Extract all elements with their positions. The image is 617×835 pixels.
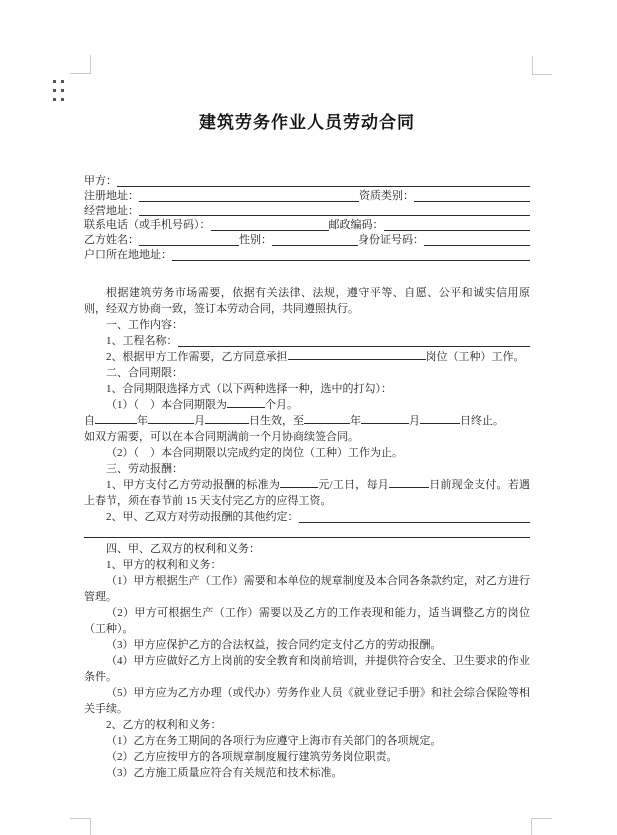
text-segment: 2、乙方的权利和义务： <box>106 718 222 731</box>
text-segment: 1、合同期限选择方式（以下两种选择一种，选中的打勾）： <box>106 382 392 395</box>
blank-field[interactable] <box>211 230 329 231</box>
blank-spacer <box>84 263 530 285</box>
text-segment: （2）甲方可根据生产（工作）需要以及乙方的工作表现和能力，适当调整乙方的岗位（工种）。 <box>84 606 530 635</box>
form-line <box>84 189 530 204</box>
text-segment: 联系电话（或手机号码）： <box>84 219 211 232</box>
text-segment: 2、根据甲方工作需要，乙方同意承担 <box>106 350 288 363</box>
text-segment: （2）乙方应按甲方的各项规章制度履行建筑劳务岗位职责。 <box>106 750 398 763</box>
text-segment: 日终止。 <box>460 414 504 427</box>
drag-handle-icon[interactable] <box>53 80 64 101</box>
text-segment: （1）甲方根据生产（工作）需要和本单位的规章制度及本合同各条款约定，对乙方进行管理。 <box>84 574 530 603</box>
text-segment: 注册地址： <box>84 189 139 202</box>
blank-field[interactable] <box>304 423 350 424</box>
blank-field[interactable] <box>84 537 530 538</box>
blank-field[interactable] <box>227 407 265 408</box>
text-segment: 日生效，至 <box>249 414 304 427</box>
text-segment: 日前现金支付。若遇上春节，须在春节前 15 天支付完乙方的应得工资。 <box>84 478 530 507</box>
text-segment: 1、甲方支付乙方劳动报酬的标准为 <box>106 478 281 491</box>
clause-paragraph <box>84 445 530 461</box>
clause-paragraph <box>84 637 530 653</box>
clause-paragraph <box>84 685 530 717</box>
clause-line <box>84 509 530 525</box>
text-segment: （3）甲方应保护乙方的合法权益，按合同约定支付乙方的劳动报酬。 <box>106 638 442 651</box>
blank-field[interactable] <box>361 423 409 424</box>
blank-field[interactable] <box>389 487 429 488</box>
text-segment: 经营地址： <box>84 204 139 217</box>
form-line <box>84 248 530 263</box>
text-segment: 四、甲、乙双方的权利和义务： <box>106 542 260 555</box>
clause-paragraph <box>84 653 530 685</box>
clause-paragraph <box>84 557 530 573</box>
clause-paragraph <box>84 717 530 733</box>
clause-paragraph <box>84 477 530 509</box>
contract-document[interactable] <box>84 108 530 781</box>
blank-field[interactable] <box>148 423 194 424</box>
text-segment: （3）乙方施工质量应符合有关规范和技术标准。 <box>106 766 343 779</box>
blank-field[interactable] <box>299 522 531 523</box>
blank-field[interactable] <box>288 359 426 360</box>
text-segment: 元/工日，每月 <box>318 478 389 491</box>
clause-paragraph <box>84 541 530 557</box>
text-segment: （4）甲方应做好乙方上岗前的安全教育和岗前培训，并提供符合安全、卫生要求的作业条件。 <box>84 654 530 683</box>
blank-field[interactable] <box>139 215 530 216</box>
text-segment: 乙方姓名： <box>84 234 139 247</box>
clause-paragraph <box>84 317 530 333</box>
clause-paragraph <box>84 765 530 781</box>
text-segment: 三、劳动报酬： <box>106 462 183 475</box>
clause-paragraph <box>84 429 530 445</box>
margin-crop-mark-bottom-right <box>531 818 552 835</box>
clause-paragraph <box>84 365 530 381</box>
margin-crop-mark-bottom-left <box>70 818 91 835</box>
text-segment: 二、合同期限： <box>106 366 183 379</box>
margin-crop-mark-top-left <box>70 55 91 74</box>
text-segment: 身份证号码： <box>358 234 424 247</box>
text-segment: 一、工作内容： <box>106 318 183 331</box>
text-segment: 1、工程名称： <box>106 334 178 347</box>
form-line <box>84 233 530 248</box>
blank-field[interactable] <box>139 201 359 202</box>
text-segment: （5）甲方应为乙方办理（或代办）劳务作业人员《就业登记手册》和社会综合保险等相关手续。 <box>84 686 530 715</box>
clause-paragraph <box>84 605 530 637</box>
clause-paragraph <box>84 461 530 477</box>
clause-line <box>84 333 530 349</box>
text-segment: 邮政编码： <box>328 219 384 232</box>
blank-field[interactable] <box>414 201 530 202</box>
text-segment: 如双方需要，可以在本合同期满前一个月协商续签合同。 <box>84 430 359 443</box>
text-segment: 甲方： <box>84 175 117 187</box>
text-segment: 月 <box>409 414 420 427</box>
text-segment: （2）（ ）本合同期限以完成约定的岗位（工种）工作为止。 <box>106 446 403 459</box>
text-segment: （1）（ ）本合同期限为 <box>106 398 227 411</box>
blank-field[interactable] <box>280 487 318 488</box>
blank-field[interactable] <box>205 423 249 424</box>
form-line <box>84 204 530 219</box>
blank-field[interactable] <box>272 245 358 246</box>
text-segment: 性别： <box>239 234 272 247</box>
blank-field[interactable] <box>95 423 137 424</box>
text-segment: 年 <box>137 414 148 427</box>
text-segment: 岗位（工种）工作。 <box>425 350 525 363</box>
clause-paragraph <box>84 285 530 317</box>
text-segment: 月 <box>194 414 205 427</box>
margin-crop-mark-top-right <box>532 56 552 75</box>
contract-body <box>84 285 530 781</box>
text-segment: （1）乙方在务工期间的各项行为应遵守上海市有关部门的各项规定。 <box>106 734 442 747</box>
form-line <box>84 174 530 189</box>
blank-field[interactable] <box>172 260 530 261</box>
text-segment: 年 <box>350 414 361 427</box>
clause-paragraph <box>84 397 530 413</box>
text-segment: 自 <box>84 414 95 427</box>
clause-paragraph <box>84 381 530 397</box>
blank-field[interactable] <box>384 230 531 231</box>
document-title: 建筑劳务作业人员劳动合同 <box>199 113 415 132</box>
clause-paragraph <box>84 733 530 749</box>
text-segment: 1、甲方的权利和义务： <box>106 558 222 571</box>
blank-field[interactable] <box>424 245 530 246</box>
continuation-blank-line <box>84 525 530 541</box>
clause-paragraph <box>84 413 530 429</box>
text-segment: 户口所在地地址： <box>84 248 172 261</box>
text-segment: 个月。 <box>265 398 298 411</box>
header-form <box>84 174 530 263</box>
blank-field[interactable] <box>420 423 460 424</box>
clause-paragraph <box>84 749 530 765</box>
blank-field[interactable] <box>139 245 239 246</box>
clause-paragraph <box>84 349 530 365</box>
text-segment: 2、甲、乙双方对劳动报酬的其他约定： <box>106 510 299 523</box>
text-segment: 资质类别： <box>359 189 414 202</box>
form-line <box>84 218 530 233</box>
text-segment: 根据建筑劳务市场需要，依据有关法律、法规，遵守平等、自愿、公平和诚实信用原则，经双方协商一致，签订本劳动合同，共同遵照执行。 <box>84 286 530 315</box>
blank-field[interactable] <box>117 186 530 187</box>
clause-paragraph <box>84 573 530 605</box>
blank-field[interactable] <box>178 346 531 347</box>
